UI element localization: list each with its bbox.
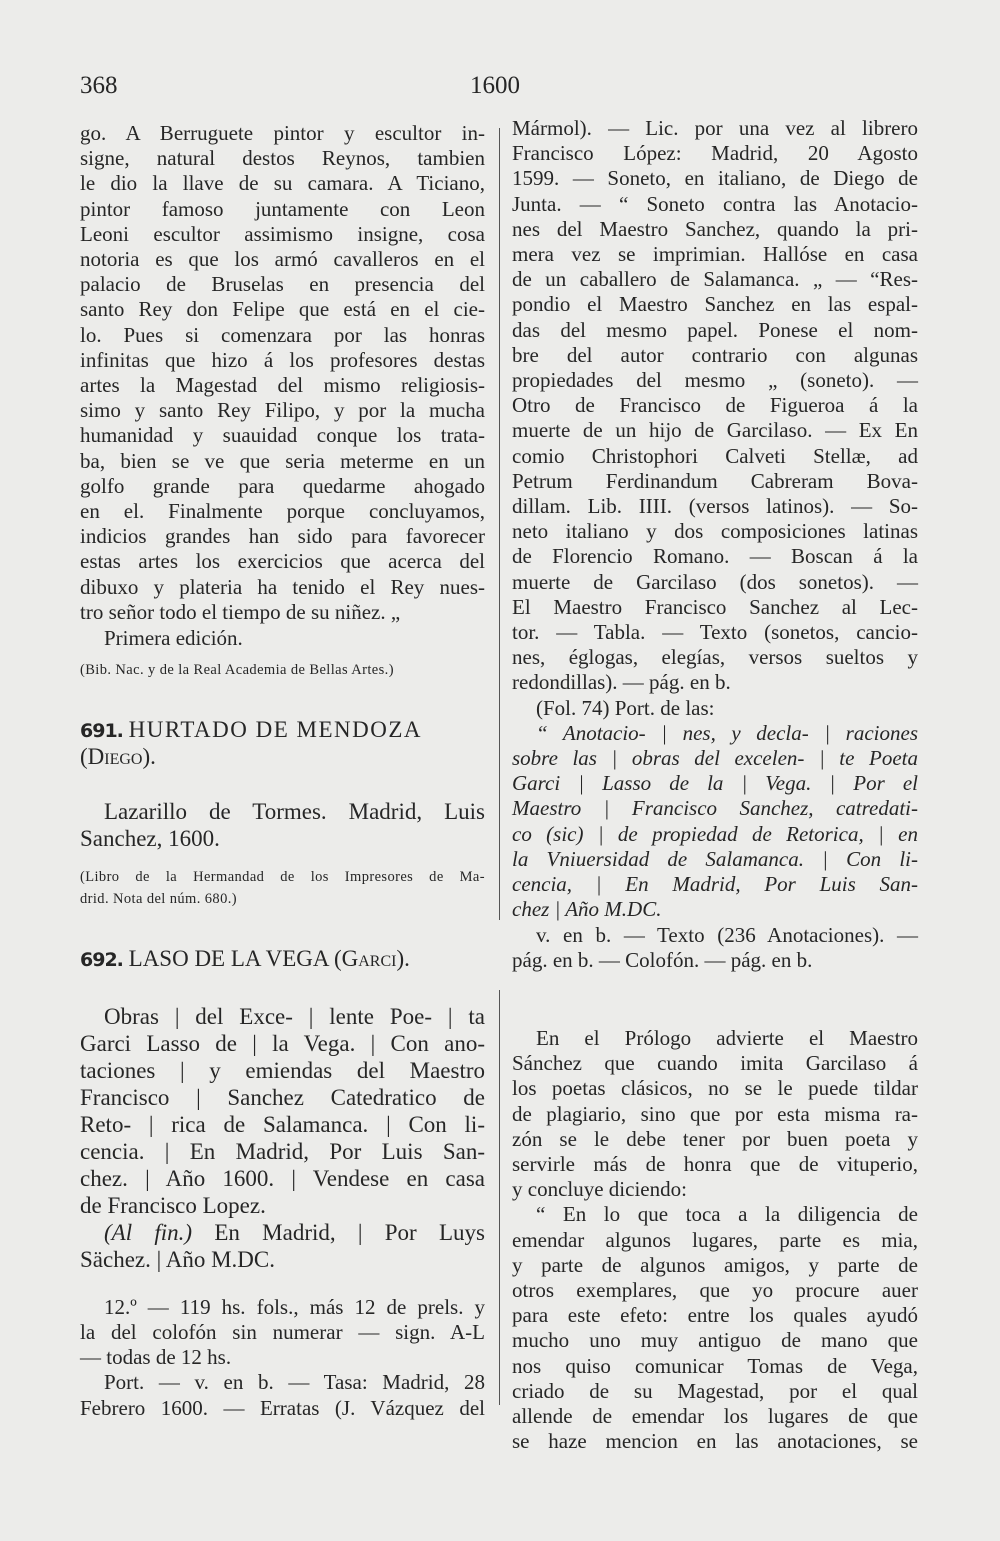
text-line: Maestro | Francisco Sanchez, catredati- xyxy=(512,796,918,821)
page-header xyxy=(0,72,1000,112)
text-line: El Maestro Francisco Sanchez al Lec- xyxy=(512,594,918,619)
text-line: Port. — v. en b. — Tasa: Madrid, 28 xyxy=(104,1370,485,1395)
colophon-line xyxy=(80,1219,485,1246)
description-continued xyxy=(512,116,918,721)
text-line: se haze mencion en las anotaciones, se xyxy=(512,1429,918,1454)
text-line: de un caballero de Salamanca. „ — “Res- xyxy=(512,267,918,292)
edition-note: Primera edición. xyxy=(104,626,243,651)
text-line: Sanchez, 1600. xyxy=(80,825,220,851)
text-line: comio Christophori Calveti Stellæ, ad xyxy=(512,443,918,468)
text-line: Mármol). — Lic. por una vez al librero xyxy=(512,116,918,140)
text-line: “ Anotacio- | nes, y decla- | raciones xyxy=(536,720,918,745)
text-line: de plagiario, sino que por esta misma ra- xyxy=(512,1101,918,1126)
text-line: Obras | del Exce- | lente Poe- | ta xyxy=(104,1003,485,1029)
text-line: das del mesmo papel. Ponese el nom- xyxy=(512,317,918,342)
text-line: y parte de algunos amigos, y parte de xyxy=(512,1252,918,1277)
text-line: taciones | y emiendas del Maestro xyxy=(80,1057,485,1083)
text-line: propiedades del mesmo „ (soneto). — xyxy=(512,368,918,393)
text-line: tro señor todo el tiempo de su niñez. „ xyxy=(80,599,401,624)
right-column xyxy=(512,116,918,1454)
text-line: muerte de un hijo de Garcilaso. — Ex En xyxy=(512,418,918,443)
colophon-label: (Al fin.) xyxy=(104,1219,193,1245)
left-column xyxy=(80,121,485,1421)
text-line: nes, églogas, elegías, versos sueltos y xyxy=(512,645,918,670)
text-line: lo. Pues si comenzara por las honras xyxy=(80,322,485,347)
text-line: signe, natural destos Reynos, tambien xyxy=(80,146,485,171)
entry-author-given: (Garci). xyxy=(333,945,410,971)
text-line: Otro de Francisco de Figueroa á la xyxy=(512,393,918,418)
text-line: “ En lo que toca a la diligencia de xyxy=(536,1202,918,1227)
text-line: Lazarillo de Tormes. Madrid, Luis xyxy=(104,798,485,824)
text-line: pág. en b. — Colofón. — pág. en b. xyxy=(512,947,813,972)
column-divider-bottom xyxy=(499,990,500,1405)
text-line: En el Prólogo advierte el Maestro xyxy=(536,1025,918,1050)
text-line: estas artes los exercicios que acerca del xyxy=(80,549,485,574)
text-line: Junta. — “ Soneto contra las Anotacio- xyxy=(512,191,918,216)
text-line: golfo grande para quedarme ahogado xyxy=(80,473,485,498)
title-transcription xyxy=(512,721,918,923)
entry-number: 692. xyxy=(80,948,123,971)
entry-692 xyxy=(80,946,485,1421)
text-line: Francisco | Sanchez Catedratico de xyxy=(80,1084,485,1110)
text-line: neto italiano y dos composiciones latinas xyxy=(512,519,918,544)
text-line: otros exemplares, que yo procure auer xyxy=(512,1277,918,1302)
entry-author: LASO DE LA VEGA xyxy=(128,945,329,971)
text-line: tor. — Tabla. — Texto (sonetos, cancio- xyxy=(512,620,918,645)
text-line: sobre las | obras del excelen- | te Poeta xyxy=(512,746,918,771)
text-line: chez. | Año 1600. | Vendese en casa xyxy=(80,1165,485,1191)
entry-title-text xyxy=(80,1003,485,1273)
text-line: cencia, | En Madrid, Por Luis San- xyxy=(512,872,918,897)
text-line: muerte de Garcilaso (dos sonetos). — xyxy=(512,569,918,594)
text-line: v. en b. — Texto (236 Anotaciones). — xyxy=(536,922,918,947)
library-note: (Bib. Nac. y de la Real Academia de Bellas Artes.) xyxy=(80,662,394,679)
text-line: de Florencio Romano. — Boscan á la xyxy=(512,544,918,569)
entry-691 xyxy=(80,717,485,909)
text-line: drid. Nota del núm. 680.) xyxy=(80,890,237,907)
text-line: la Vniuersidad de Salamanca. | Con li- xyxy=(512,846,918,871)
text-line: (Fol. 74) Port. de las: xyxy=(536,695,715,720)
text-line: Garci | Lasso de la | Vega. | Por el xyxy=(512,771,918,796)
text-line: co (sic) | de propiedad de Retorica, | en xyxy=(512,821,918,846)
text-line: nes del Maestro Sanchez, quando la pri- xyxy=(512,216,918,241)
text-line: la del colofón sin numerar — sign. A-L xyxy=(80,1320,485,1345)
text-line: criado de su Magestad, por el qual xyxy=(512,1378,918,1403)
quote-paragraph xyxy=(80,121,485,625)
entry-author-given: (Diego). xyxy=(80,744,156,770)
text-line: cencia. | En Madrid, Por Luis San- xyxy=(80,1138,485,1164)
text-line: dibuxo y plateria ha tenido el Rey nues- xyxy=(80,574,485,599)
text-line: Leoni escultor assimismo insigne, cosa xyxy=(80,221,485,246)
text-line: para este efeto: entre los quales ayudó xyxy=(512,1303,918,1328)
text-line: de Francisco Lopez. xyxy=(80,1192,266,1218)
entry-description xyxy=(80,1295,485,1421)
text-line: dillam. Lib. IIII. (versos latinos). — So- xyxy=(512,494,918,519)
entry-number: 691. xyxy=(80,720,123,743)
text-line: pintor famoso juntamente con Leon xyxy=(80,196,485,221)
text-line: 12.º — 119 hs. fols., más 12 de prels. y xyxy=(104,1294,485,1319)
text-line: artes la Magestad del mismo religiosis- xyxy=(80,373,485,398)
text-line: bre del autor contrario con algunas xyxy=(512,342,918,367)
text-line: mera vez se imprimian. Hallóse en casa xyxy=(512,242,918,267)
text-line: palacio de Bruselas en presencia del xyxy=(80,272,485,297)
text-line: Reto- | rica de Salamanca. | Con li- xyxy=(80,1111,485,1137)
prologue-paragraph xyxy=(512,1026,918,1454)
page-number: 368 xyxy=(80,72,118,99)
text-line: santo Rey don Felipe que está en el cie- xyxy=(80,297,485,322)
text-line: mucho uno muy antiguo de mano que xyxy=(512,1328,918,1353)
verso-description xyxy=(512,923,918,973)
text-line: los poetas clásicos, no se le puede tildar xyxy=(512,1076,918,1101)
text-line: redondillas). — pág. en b. xyxy=(512,670,731,695)
text-line: Garci Lasso de | la Vega. | Con ano- xyxy=(80,1030,485,1056)
text-line: Sánchez que cuando imita Garcilaso á xyxy=(512,1051,918,1076)
text-line: Petrum Ferdinandum Cabreram Bova- xyxy=(512,468,918,493)
text-line: Sächez. | Año M.DC. xyxy=(80,1246,275,1272)
text-line: nos quiso comunicar Tomas de Vega, xyxy=(512,1353,918,1378)
text-line: allende de emendar los lugares de que xyxy=(512,1403,918,1428)
text-line: chez | Año M.DC. xyxy=(512,897,662,922)
text-line: (Libro de la Hermandad de los Impresores de Ma- xyxy=(80,868,485,885)
text-line: emendar algunos lugares, parte es mia, xyxy=(512,1227,918,1252)
text-line: Francisco López: Madrid, 20 Agosto xyxy=(512,141,918,166)
text-line: go. A Berruguete pintor y escultor in- xyxy=(80,121,485,145)
text-line: — todas de 12 hs. xyxy=(80,1345,232,1370)
text-line: Febrero 1600. — Erratas (J. Vázquez del xyxy=(80,1395,485,1420)
text-line: servirle más de honra que de vituperio, xyxy=(512,1151,918,1176)
text-line: en el. Finalmente porque concluyamos, xyxy=(80,499,485,524)
entry-title-text xyxy=(80,798,485,852)
text-line: le dio la llave de su camara. A Ticiano, xyxy=(80,171,485,196)
text-line: infinitas que hizo á los profesores destas xyxy=(80,347,485,372)
entry-author: HURTADO DE MENDOZA xyxy=(128,717,423,743)
text-line: notoria es que los armó cavalleros en el xyxy=(80,247,485,272)
text-line: pondio el Maestro Sanchez en las espal- xyxy=(512,292,918,317)
text-line: ba, bien se ve que seria meterme en un xyxy=(80,448,485,473)
colophon-text: En Madrid, | Por Luys xyxy=(192,1219,485,1245)
running-head-year: 1600 xyxy=(470,72,520,99)
entry-note xyxy=(80,866,485,910)
text-line: zón se le debe tener por buen poeta y xyxy=(512,1126,918,1151)
text-line: y concluye diciendo: xyxy=(512,1177,687,1202)
text-line: humanidad y suauidad conque los trata- xyxy=(80,423,485,448)
text-line: 1599. — Soneto, en italiano, de Diego de xyxy=(512,166,918,191)
text-line: simo y santo Rey Filipo, y por la mucha xyxy=(80,398,485,423)
text-line: indicios grandes han sido para favorecer xyxy=(80,524,485,549)
column-divider-top xyxy=(499,128,500,920)
